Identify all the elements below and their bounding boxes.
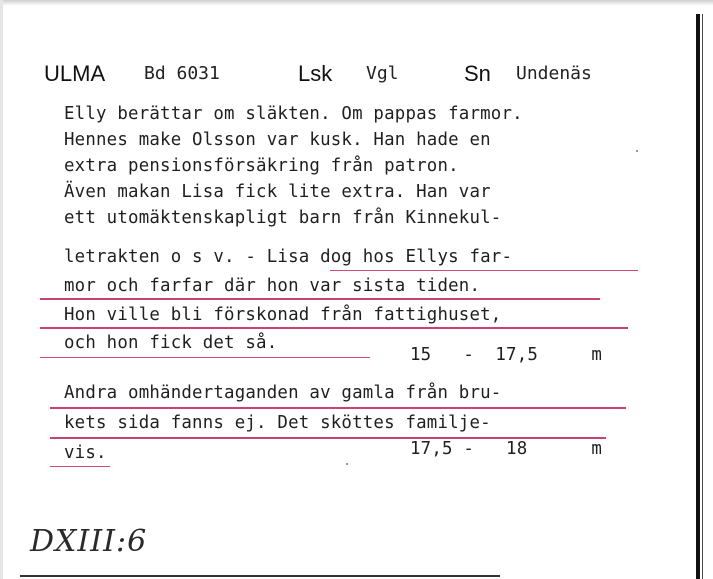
text-line-3: extra pensionsförsäkring från patron. — [64, 156, 459, 176]
record-id: Bd 6031 — [144, 63, 220, 84]
ink-speck — [636, 150, 638, 152]
text-line-1: Elly berättar om släkten. Om pappas farmor. — [64, 104, 523, 124]
text-line-8: Hon ville bli förskonad från fattighuset, — [64, 305, 502, 325]
text-line-6: letrakten o s v. - Lisa dog hos Ellys far- — [64, 247, 513, 267]
text-line-2: Hennes make Olsson var kusk. Han hade en — [64, 130, 491, 150]
card-right-border-thin — [702, 14, 703, 579]
text-line-7: mor och farfar där hon var sista tiden. — [64, 276, 481, 296]
archive-label: ULMA — [44, 61, 106, 86]
card-header — [44, 58, 644, 90]
underline-mark-2 — [40, 298, 600, 300]
underline-mark-1 — [330, 270, 638, 271]
text-line-4: Även makan Lisa fick lite extra. Han var — [64, 182, 491, 202]
text-line-9: och hon fick det så. — [64, 333, 278, 353]
underline-mark-4 — [40, 357, 370, 358]
text-line-10: Andra omhändertaganden av gamla från bru- — [64, 383, 502, 403]
underline-mark-7 — [50, 466, 110, 467]
timestamp-2: 17,5 - 18 m — [410, 439, 603, 459]
handwritten-code: DXIII:6 — [30, 524, 148, 559]
ink-speck-2 — [346, 463, 348, 465]
underline-mark-6 — [50, 437, 606, 439]
text-line-11: kets sida fanns ej. Det sköttes familje- — [64, 413, 491, 433]
lsk-value: Vgl — [366, 63, 399, 84]
underline-mark-5 — [50, 407, 626, 409]
sn-value: Undenäs — [516, 63, 592, 84]
text-line-12: vis. — [64, 443, 107, 463]
lsk-label: Lsk — [298, 61, 333, 86]
underline-mark-3 — [40, 327, 628, 329]
timestamp-1: 15 - 17,5 m — [410, 345, 603, 365]
card-right-border — [696, 14, 700, 579]
sn-label: Sn — [464, 61, 491, 86]
text-line-5: ett utomäktenskapligt barn från Kinnekul- — [64, 208, 502, 228]
card-bottom-border — [20, 575, 500, 577]
card-left-edge — [0, 0, 3, 579]
card-top-border — [0, 0, 713, 6]
